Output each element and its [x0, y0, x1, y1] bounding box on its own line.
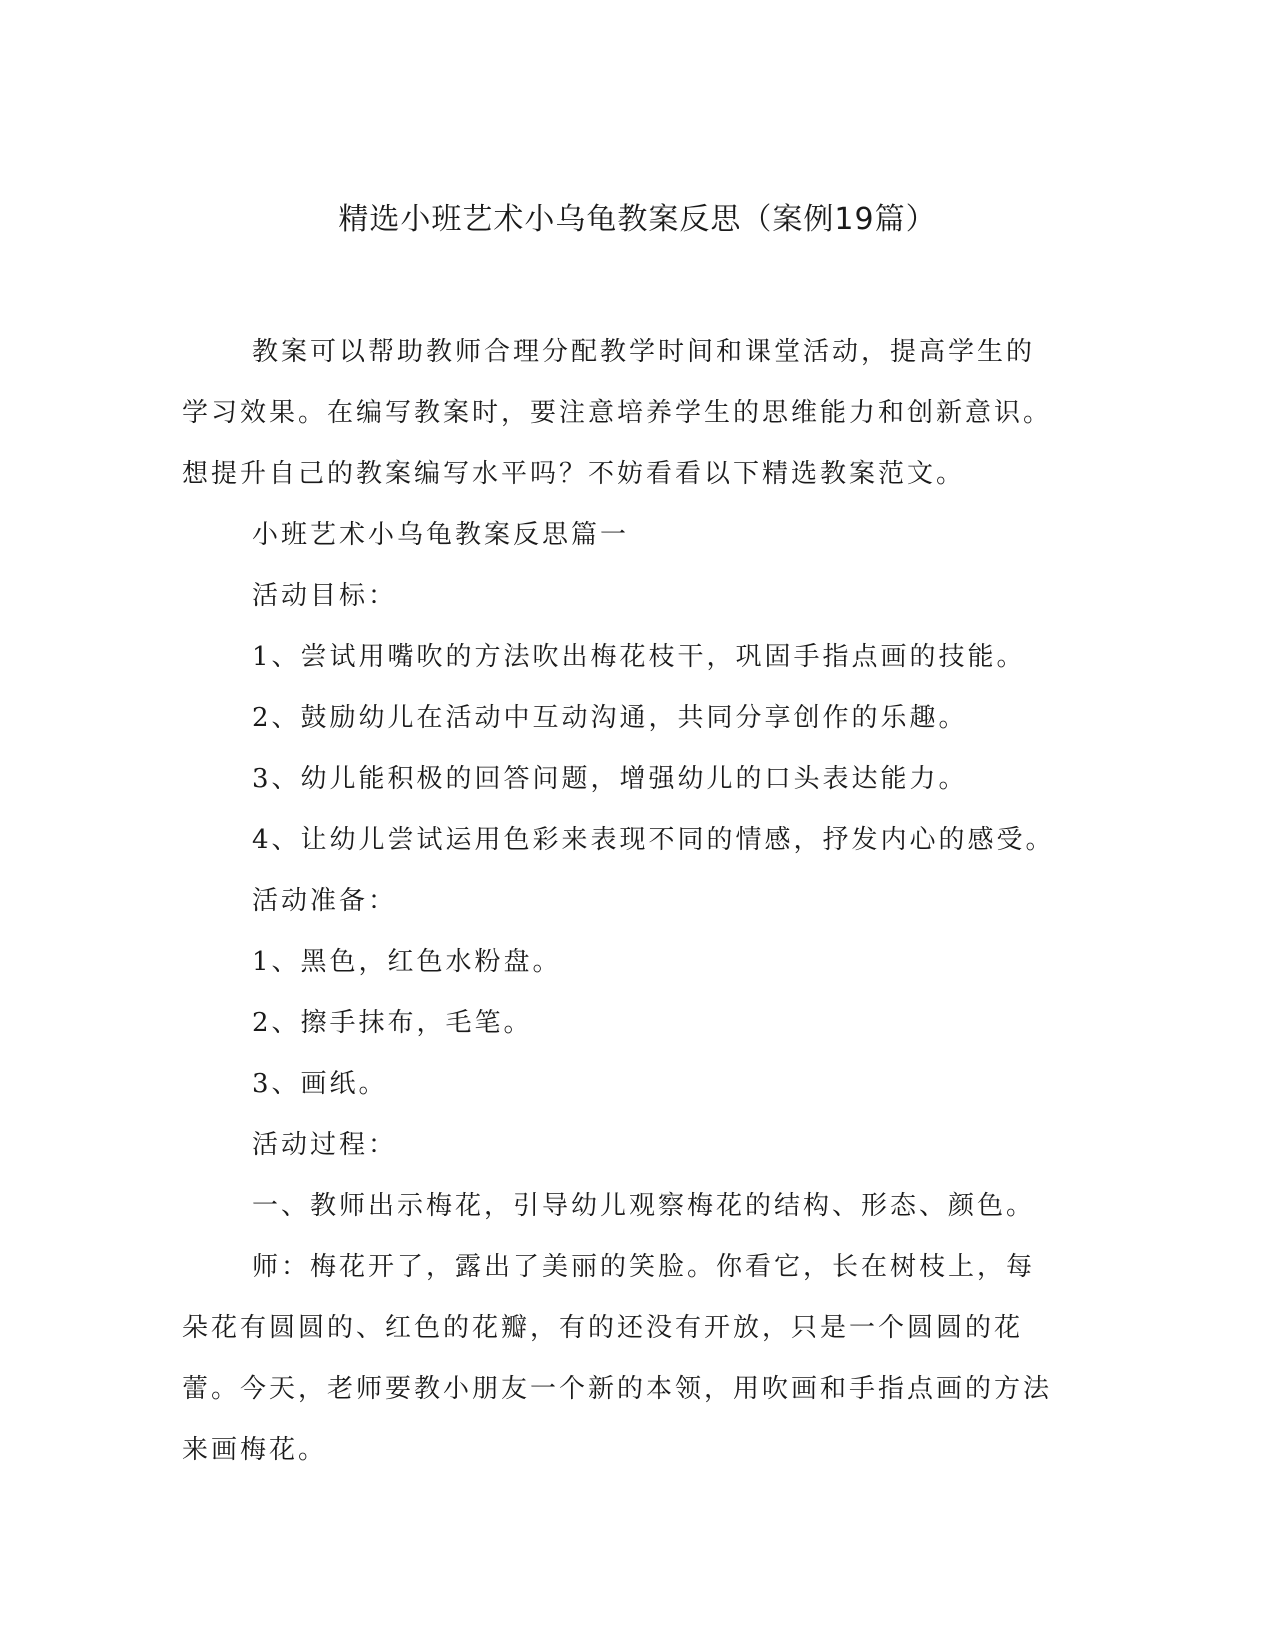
goal-item: 1、尝试用嘴吹的方法吹出梅花枝干，巩固手指点画的技能。 — [252, 642, 1026, 672]
activity-process-heading: 活动过程： — [252, 1130, 398, 1160]
goal-item: 3、幼儿能积极的回答问题，增强幼儿的口头表达能力。 — [252, 764, 968, 794]
goal-item: 2、鼓励幼儿在活动中互动沟通，共同分享创作的乐趣。 — [252, 703, 968, 733]
prep-item: 1、黑色，红色水粉盘。 — [252, 947, 562, 977]
paragraph-intro: 教案可以帮助教师合理分配教学时间和课堂活动，提高学生的学习效果。在编写教案时，要注意培养学生的思维能力和创新意识。想提升自己的教案编写水平吗？不妨看看以下精选教案范文。 — [182, 337, 1053, 489]
document-title: 精选小班艺术小乌龟教案反思（案例19篇） — [338, 202, 937, 237]
process-step: 一、教师出示梅花，引导幼儿观察梅花的结构、形态、颜色。 — [252, 1191, 1036, 1221]
activity-goals-heading: 活动目标： — [252, 581, 398, 611]
goal-item: 4、让幼儿尝试运用色彩来表现不同的情感，抒发内心的感受。 — [252, 825, 1055, 855]
prep-item: 2、擦手抹布，毛笔。 — [252, 1008, 533, 1038]
section-heading: 小班艺术小乌龟教案反思篇一 — [252, 520, 630, 550]
prep-item: 3、画纸。 — [252, 1069, 388, 1099]
document-body — [182, 322, 1062, 1481]
activity-prep-heading: 活动准备： — [252, 886, 398, 916]
teacher-dialogue: 师：梅花开了，露出了美丽的笑脸。你看它，长在树枝上，每朵花有圆圆的、红色的花瓣，有的还没有开放，只是一个圆圆的花蕾。今天，老师要教小朋友一个新的本领，用吹画和手指点画的方法来画梅花。 — [182, 1252, 1053, 1465]
